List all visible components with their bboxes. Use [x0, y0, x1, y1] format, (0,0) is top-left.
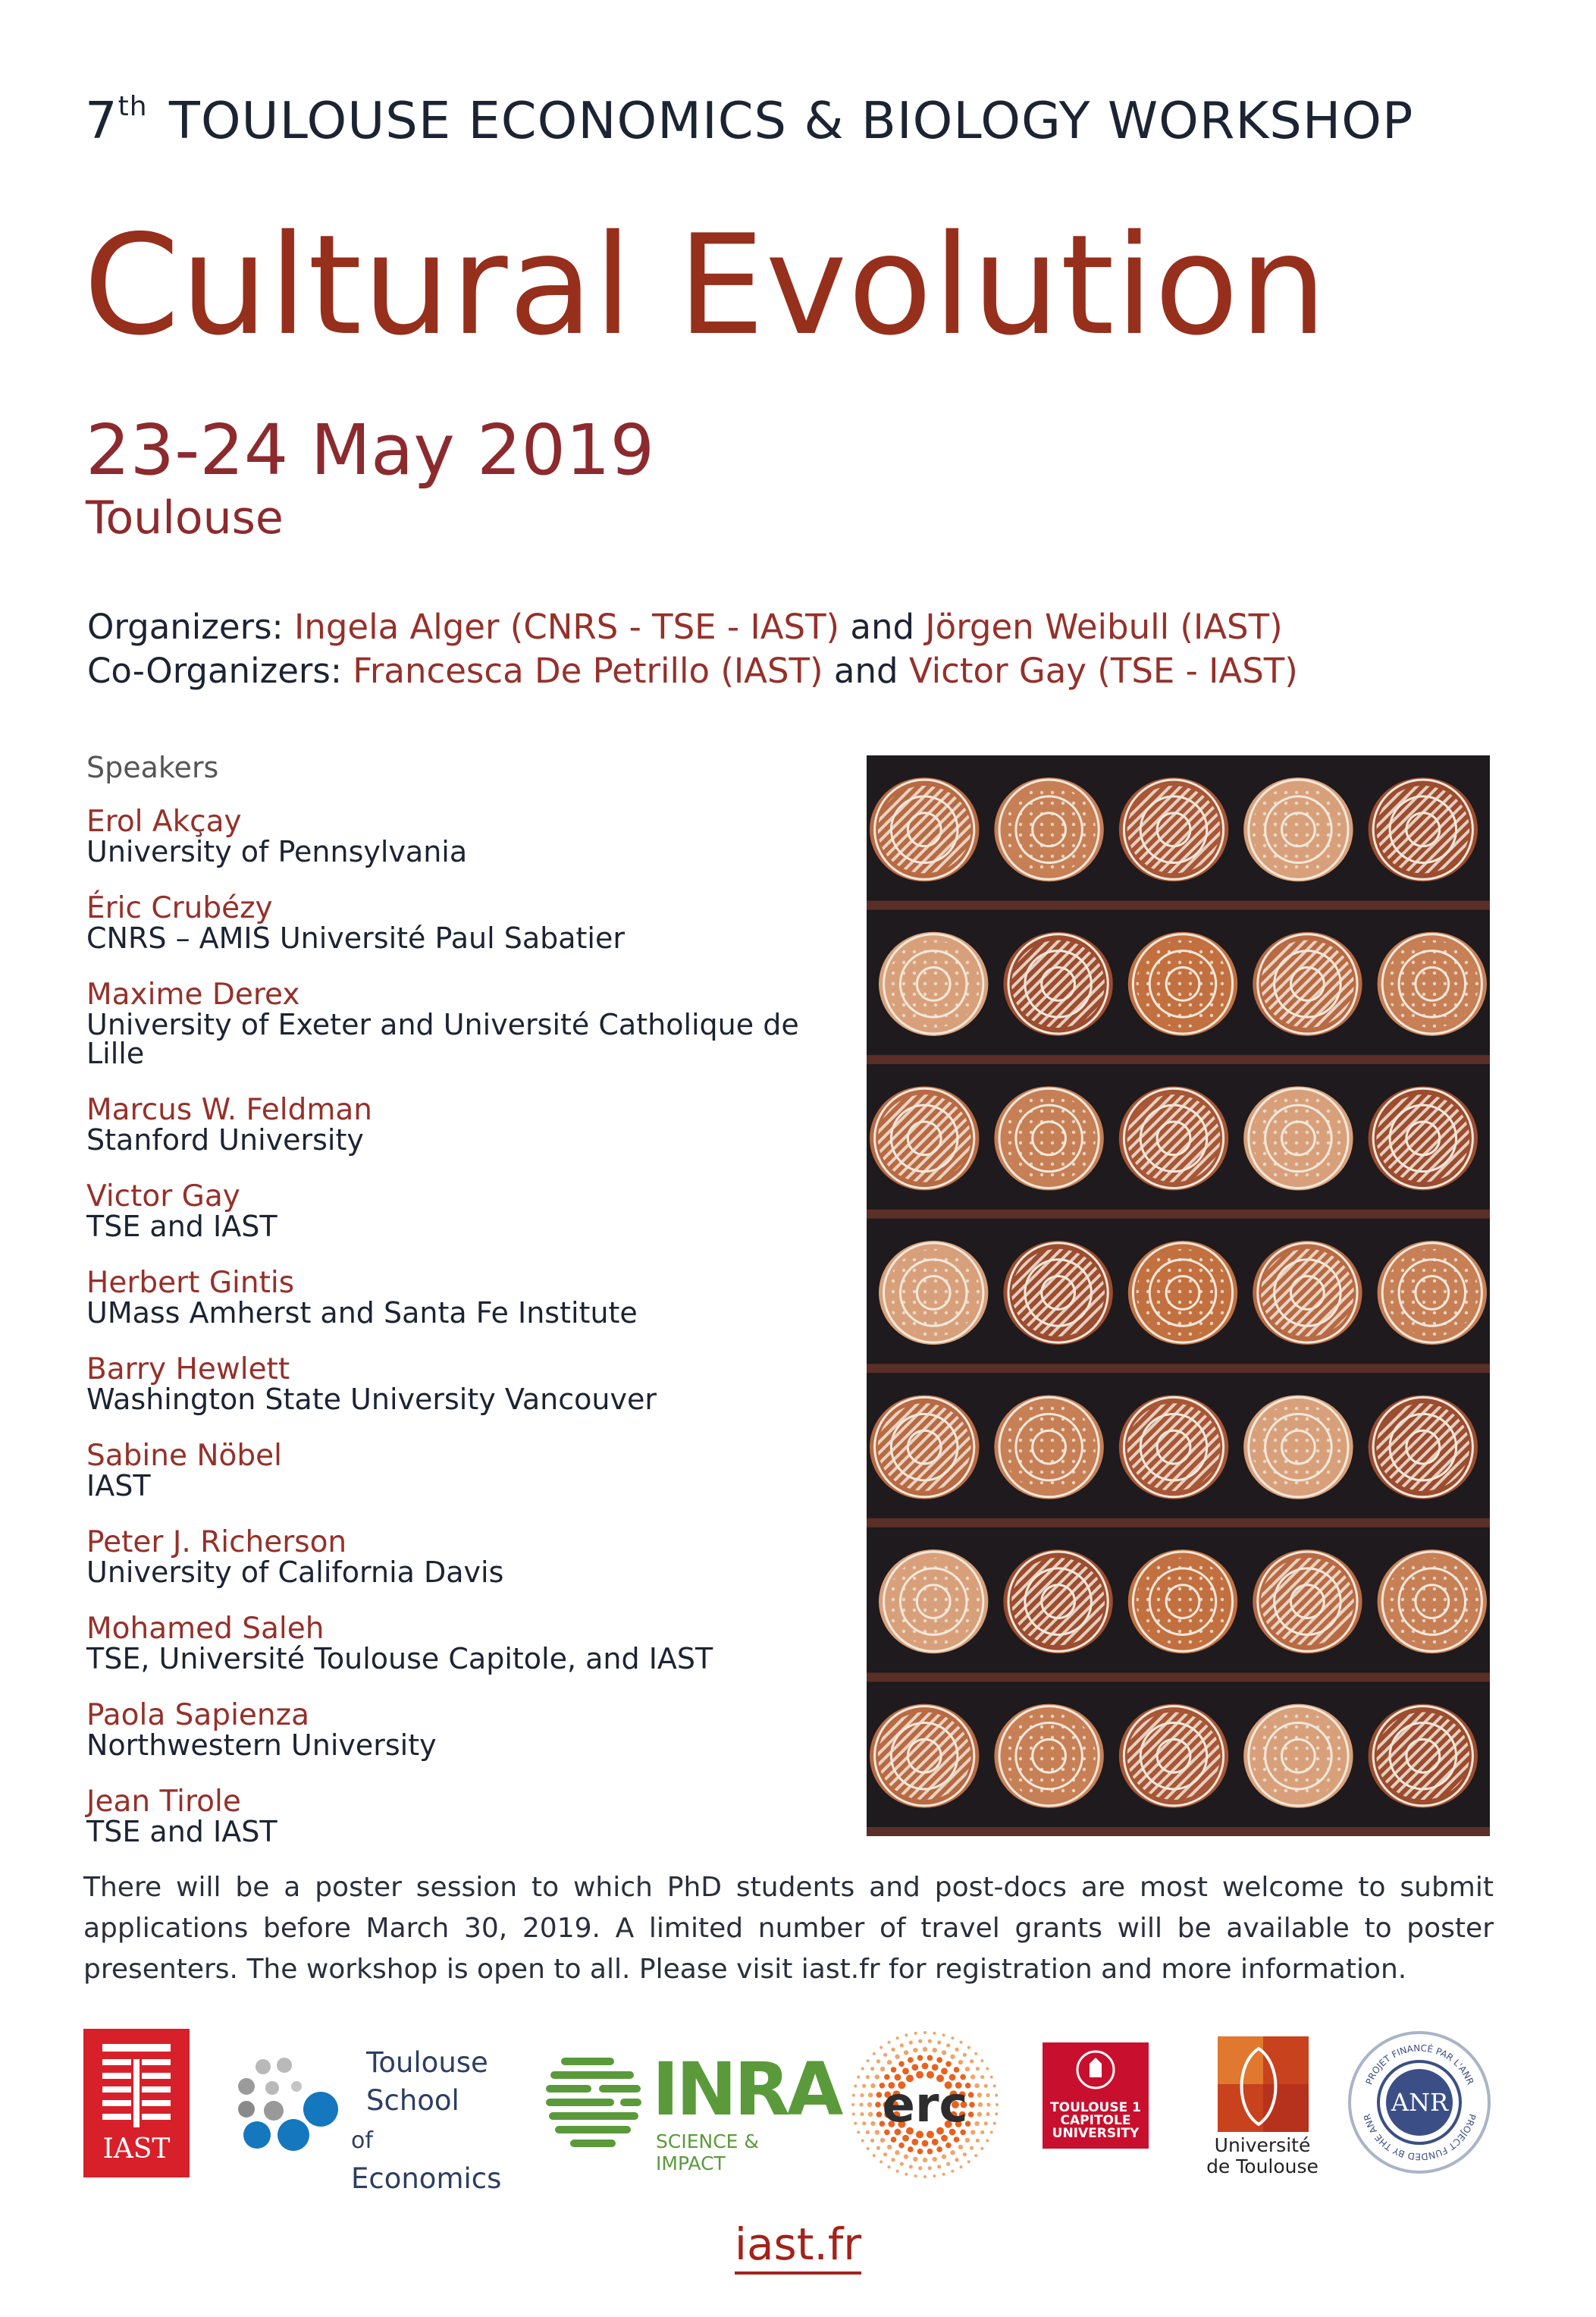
printing-block [1119, 1086, 1228, 1190]
speaker-affiliation: University of Exeter and Université Catholique de Lille [86, 1008, 799, 1070]
speakers-list [86, 807, 845, 1873]
speaker-name: Herbert Gintis [86, 1266, 295, 1300]
ut1-seal-icon [1043, 2042, 1149, 2103]
speaker-affiliation: TSE and IAST [86, 1210, 277, 1243]
printing-block [1003, 1549, 1112, 1653]
speaker-name: Paola Sapienza [86, 1698, 309, 1732]
organizer-2: Jörgen Weibull (IAST) [925, 607, 1283, 647]
organizer-1: Ingela Alger (CNRS - TSE - IAST) [294, 607, 840, 647]
udt-logo-text [1198, 2135, 1327, 2177]
printing-block [1369, 777, 1478, 881]
speaker-name: Mohamed Saleh [86, 1612, 325, 1646]
speaker-name: Maxime Derex [86, 978, 300, 1012]
iast-logo-text: IAST [102, 2133, 171, 2165]
speaker-affiliation: University of California Davis [86, 1556, 504, 1589]
partner-logos [83, 2029, 1494, 2196]
printing-block [1253, 1241, 1362, 1345]
erc-logo-text: erc [882, 2077, 968, 2133]
co-organizers-and: and [833, 651, 898, 691]
speaker-name: Peter J. Richerson [86, 1525, 347, 1559]
printing-block [1369, 1086, 1478, 1190]
speaker-item [86, 1179, 845, 1268]
printing-block [1119, 1704, 1228, 1808]
tse-logo-text [351, 2044, 519, 2198]
speaker-item [86, 980, 845, 1095]
footer-url-link[interactable]: iast.fr [735, 2218, 861, 2275]
printing-block [870, 1704, 979, 1808]
footer-url[interactable] [0, 2218, 1596, 2270]
co-organizers-label: Co-Organizers: [87, 651, 342, 691]
speaker-item [86, 1527, 845, 1614]
tse-dots-icon [224, 2044, 360, 2165]
printing-block [1243, 1395, 1353, 1499]
speaker-affiliation: Northwestern University [86, 1728, 437, 1762]
speaker-name: Éric Crubézy [86, 891, 273, 925]
organizers-label: Organizers: [87, 607, 284, 647]
printing-block [870, 1086, 979, 1190]
ut1-logo-text [1043, 2102, 1149, 2140]
iast-logo [83, 2029, 190, 2177]
inra-logo [546, 2047, 841, 2174]
speaker-item [86, 1700, 845, 1787]
inra-logo-text: INRA [652, 2047, 841, 2132]
event-date: 23-24 May 2019 [86, 410, 655, 491]
printing-block [879, 932, 988, 1036]
speaker-name: Marcus W. Feldman [86, 1093, 372, 1127]
workshop-edition-line [85, 91, 1413, 150]
event-city: Toulouse [86, 491, 284, 545]
tse-text-line1: Toulouse [366, 2046, 488, 2079]
printing-block [1243, 1704, 1353, 1808]
udt-text-line1: Université [1214, 2134, 1311, 2156]
ut1-text-line1: TOULOUSE 1 [1050, 2100, 1141, 2115]
speaker-item [86, 807, 845, 893]
printing-block [1128, 932, 1237, 1036]
printing-block [870, 777, 979, 881]
printing-block [1243, 777, 1353, 881]
printing-block [994, 1395, 1103, 1499]
speaker-item [86, 1441, 845, 1527]
speaker-item [86, 1787, 845, 1873]
speaker-affiliation: IAST [86, 1469, 151, 1502]
speaker-affiliation: CNRS – AMIS Université Paul Sabatier [86, 921, 625, 955]
speaker-affiliation: TSE and IAST [86, 1815, 277, 1848]
udt-emblem [1198, 2033, 1319, 2140]
workshop-name: TOULOUSE ECONOMICS & BIOLOGY WORKSHOP [168, 91, 1414, 150]
printing-block [1128, 1241, 1237, 1345]
speaker-affiliation: UMass Amherst and Santa Fe Institute [86, 1296, 638, 1330]
erc-logo [849, 2029, 1001, 2180]
printing-block [879, 1549, 988, 1653]
speaker-item [86, 893, 845, 980]
printing-block [1378, 1241, 1487, 1345]
speaker-item [86, 1095, 845, 1182]
speaker-item [86, 1614, 845, 1700]
printing-block [1003, 1241, 1112, 1345]
tse-text-line3: Economics [351, 2162, 502, 2195]
speaker-name: Erol Akçay [86, 805, 242, 839]
anr-ring-top-text: PROJET FINANCÉ PAR L'ANR [1363, 2042, 1476, 2086]
udt-logo [1198, 2033, 1319, 2185]
printing-block [1243, 1086, 1353, 1190]
printing-block [1253, 1549, 1362, 1653]
anr-logo-text: ANR [1391, 2088, 1449, 2117]
tse-text-line2: School [366, 2084, 459, 2117]
co-organizer-1: Francesca De Petrillo (IAST) [353, 651, 823, 691]
udt-text-line2: de Toulouse [1206, 2155, 1319, 2177]
speaker-item [86, 1268, 845, 1355]
speaker-name: Barry Hewlett [86, 1352, 290, 1386]
ut1-logo [1043, 2042, 1149, 2149]
co-organizers-line [87, 651, 1298, 691]
edition-suffix: th [118, 91, 148, 122]
printing-block [1369, 1395, 1478, 1499]
printing-block [1128, 1549, 1237, 1653]
printing-block [879, 1241, 988, 1345]
printing-block [1369, 1704, 1478, 1808]
speaker-affiliation: TSE, Université Toulouse Capitole, and IAST [86, 1642, 713, 1675]
printing-block [1378, 932, 1487, 1036]
edition-number: 7 [85, 91, 118, 150]
anr-ring-bottom-text: PROJECT FUNDED BY THE ANR [1361, 2112, 1478, 2162]
printing-blocks-illustration [867, 755, 1490, 1836]
printing-block [994, 1704, 1103, 1808]
speaker-name: Victor Gay [86, 1179, 240, 1213]
speaker-name: Jean Tirole [86, 1785, 241, 1819]
inra-stripes-icon [546, 2052, 644, 2150]
printing-block [994, 1086, 1103, 1190]
co-organizer-2: Victor Gay (TSE - IAST) [908, 651, 1298, 691]
printing-block [1119, 777, 1228, 881]
organizers-and: and [850, 607, 915, 647]
printing-block [1119, 1395, 1228, 1499]
printing-block [1253, 932, 1362, 1036]
speaker-item [86, 1352, 845, 1441]
inra-tagline: SCIENCE & IMPACT [656, 2130, 759, 2174]
printing-block [994, 777, 1103, 881]
speaker-affiliation: Stanford University [86, 1123, 364, 1157]
anr-logo [1346, 2029, 1494, 2177]
tse-text-of: of [351, 2127, 373, 2154]
speaker-name: Sabine Nöbel [86, 1439, 282, 1473]
printing-block [870, 1395, 979, 1499]
organizers-line [87, 607, 1283, 647]
speakers-heading: Speakers [86, 751, 219, 784]
printing-blocks-photo [867, 755, 1490, 1836]
page-title: Cultural Evolution [83, 205, 1328, 366]
printing-block [1003, 932, 1112, 1036]
printing-block [1378, 1549, 1487, 1653]
speaker-affiliation: University of Pennsylvania [86, 835, 468, 868]
speaker-affiliation: Washington State University Vancouver [86, 1383, 657, 1416]
ut1-text-line3: UNIVERSITY [1052, 2126, 1140, 2141]
poster-session-info: There will be a poster session to which PhD students and post-docs are most welcome to submit applications before March 30, 2019. A limited number of travel grants will be available to poster presenters. The workshop is open to all. Please visit iast.fr for registration and more information. [83, 1872, 1494, 1985]
tse-logo [224, 2044, 519, 2195]
ut1-text-line2: CAPITOLE [1060, 2113, 1131, 2128]
